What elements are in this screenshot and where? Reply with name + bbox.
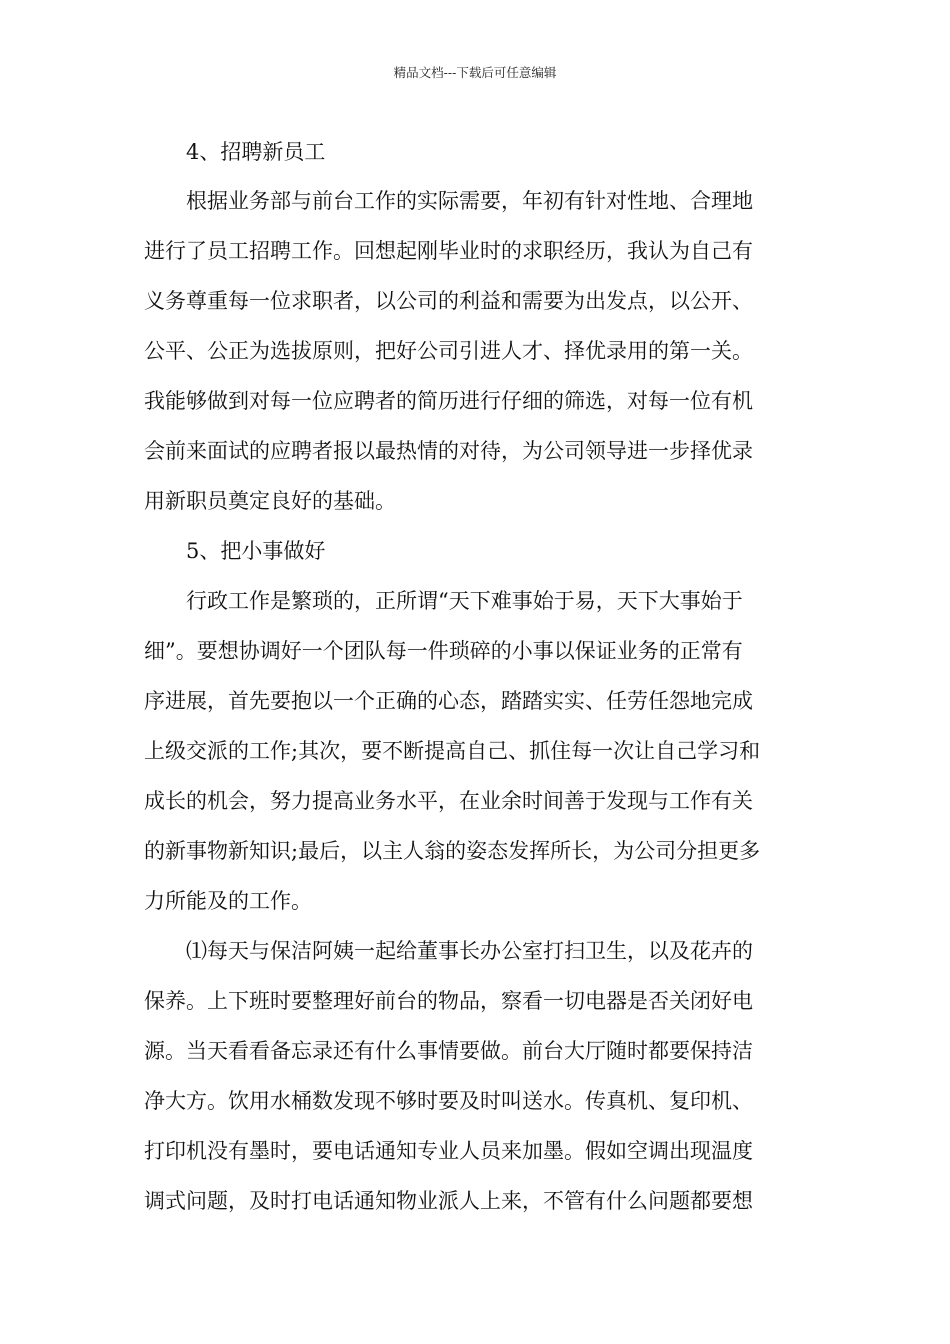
paragraph-line: ⑴每天与保洁阿姨一起给董事长办公室打扫卫生，以及花卉的: [186, 939, 753, 963]
page-header: 精品文档---下载后可任意编辑: [393, 65, 557, 80]
paragraph-line: 行政工作是繁琐的，正所谓“天下难事始于易，天下大事始于: [186, 589, 743, 613]
paragraph-line: 公平、公正为选拔原则，把好公司引进人才、择优录用的第一关。: [144, 339, 753, 363]
paragraph-line: 调式问题，及时打电话通知物业派人上来，不管有什么问题都要想: [144, 1189, 753, 1213]
heading-recruit-new-staff: 4、招聘新员工: [186, 140, 326, 164]
paragraph-line: 的新事物新知识;最后，以主人翁的姿态发挥所长，为公司分担更多: [144, 839, 761, 863]
paragraph-line: 义务尊重每一位求职者，以公司的利益和需要为出发点，以公开、: [144, 289, 753, 313]
paragraph-line: 进行了员工招聘工作。回想起刚毕业时的求职经历，我认为自己有: [144, 239, 753, 263]
paragraph-line: 用新职员奠定良好的基础。: [144, 489, 396, 513]
paragraph-line: 净大方。饮用水桶数发现不够时要及时叫送水。传真机、复印机、: [144, 1089, 753, 1113]
paragraph-line: 细”。要想协调好一个团队每一件琐碎的小事以保证业务的正常有: [144, 639, 743, 663]
paragraph-line: 力所能及的工作。: [144, 889, 312, 913]
paragraph-line: 序进展，首先要抱以一个正确的心态，踏踏实实、任劳任怨地完成: [144, 689, 753, 713]
heading-do-small-things-well: 5、把小事做好: [186, 539, 326, 563]
paragraph-line: 打印机没有墨时，要电话通知专业人员来加墨。假如空调出现温度: [144, 1139, 753, 1163]
paragraph-line: 会前来面试的应聘者报以最热情的对待，为公司领导进一步择优录: [144, 439, 753, 463]
paragraph-line: 源。当天看看备忘录还有什么事情要做。前台大厅随时都要保持洁: [144, 1039, 753, 1063]
paragraph-line: 成长的机会，努力提高业务水平，在业余时间善于发现与工作有关: [144, 789, 753, 813]
paragraph-line: 根据业务部与前台工作的实际需要，年初有针对性地、合理地: [186, 189, 753, 213]
paragraph-line: 上级交派的工作;其次，要不断提高自己、抓住每一次让自己学习和: [144, 739, 761, 763]
paragraph-line: 我能够做到对每一位应聘者的简历进行仔细的筛选，对每一位有机: [144, 389, 753, 413]
paragraph-line: 保养。上下班时要整理好前台的物品，察看一切电器是否关闭好电: [144, 989, 753, 1013]
